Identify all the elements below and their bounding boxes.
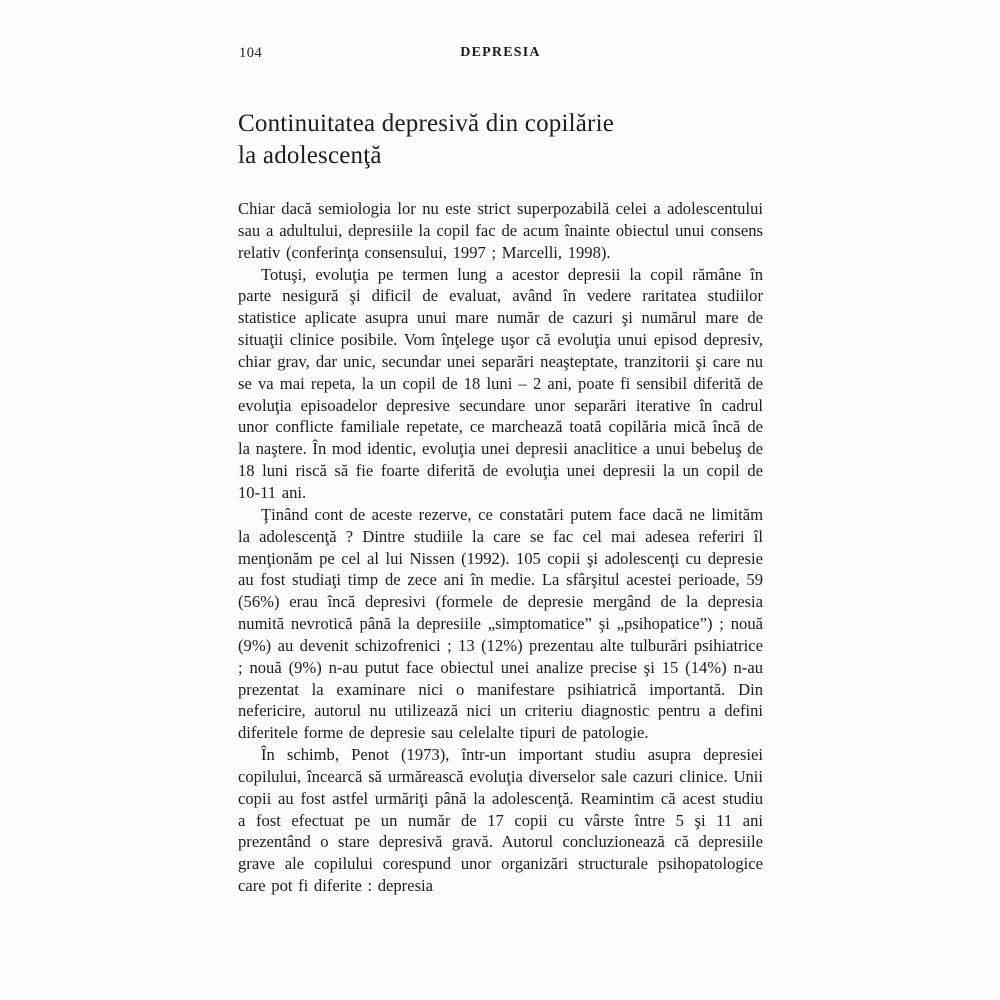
running-head: DEPRESIA	[460, 45, 541, 60]
body-paragraph: Chiar dacă semiologia lor nu este strict superpozabilă celei a adolescentului sau a adultului, depresiile la copil fac de acum înainte obiectul unui consens relativ (conferinţa consensului, 1997 ; Marcelli, 1998).	[238, 199, 763, 262]
body-paragraph: Totuşi, evoluţia pe termen lung a acestor depresii la copil rămâne în parte nesigură şi dificil de evaluat, având în vedere raritatea studiilor statistice aplicate asupra unui mare număr de cazuri şi numărul mare de situaţii clinice posibile. Vom înţelege uşor că evoluţia unui episod depresiv, chiar grav, dar unic, secundar unei separări neaşteptate, tranzitorii şi care nu se va mai repeta, la un copil de 18 luni – 2 ani, poate fi sensibil diferită de evoluţia episoadelor depresive secundare unor separări iterative în cadrul unor conflicte familiale repetate, ce marchează toată copilăria mică încă de la naştere. În mod identic, evoluţia unei depresii anaclitice a unui bebeluş de 18 luni riscă să fie foarte diferită de evoluţia unei depresii la un copil de 10-11 ani.	[238, 264, 763, 502]
chapter-title	[238, 108, 763, 172]
chapter-title-line-2: la adolescenţă	[238, 142, 382, 169]
body-paragraph: Ţinând cont de aceste rezerve, ce constatări putem face dacă ne limităm la adolescenţă ? Dintre studiile la care se fac cel mai adesea referiri îl menţionăm pe cel al lui Nissen (1992). 105 copii şi adolescenţi cu depresie au fost studiaţi timp de zece ani în medie. La sfârşitul acestei perioade, 59 (56%) erau încă depresivi (formele de depresie mergând de la depresia numită nevrotică până la depresiile „simptomatice” şi „psihopatice”) ; nouă (9%) au devenit schizofrenici ; 13 (12%) prezentau alte tulburări psihiatrice ; nouă (9%) n-au putut face obiectul unei analize precise şi 15 (14%) n-au prezentat la examinare nici o manifestare psihiatrică importantă. Din nefericire, autorul nu utilizează nici un criteriu diagnostic pentru a defini diferitele forme de depresie sau celelalte tipuri de patologie.	[238, 504, 763, 743]
text-column	[238, 0, 763, 897]
body-text	[238, 198, 763, 897]
chapter-title-line-1: Continuitatea depresivă din copilărie	[238, 110, 615, 137]
body-paragraph: În schimb, Penot (1973), într-un important studiu asupra depresiei copilului, încearcă să urmărească evoluţia diverselor sale cazuri clinice. Unii copii au fost astfel urmăriţi până la adolescenţă. Reamintim că acest studiu a fost efectuat pe un număr de 17 copii cu vârste între 5 şi 11 ani prezentând o stare depresivă gravă. Autorul concluzionează că depresiile grave ale copilului corespund unor organizări structurale psihopatologice care pot fi diferite : depresia	[238, 745, 763, 896]
page-number: 104	[239, 45, 263, 61]
page-header	[238, 45, 763, 63]
